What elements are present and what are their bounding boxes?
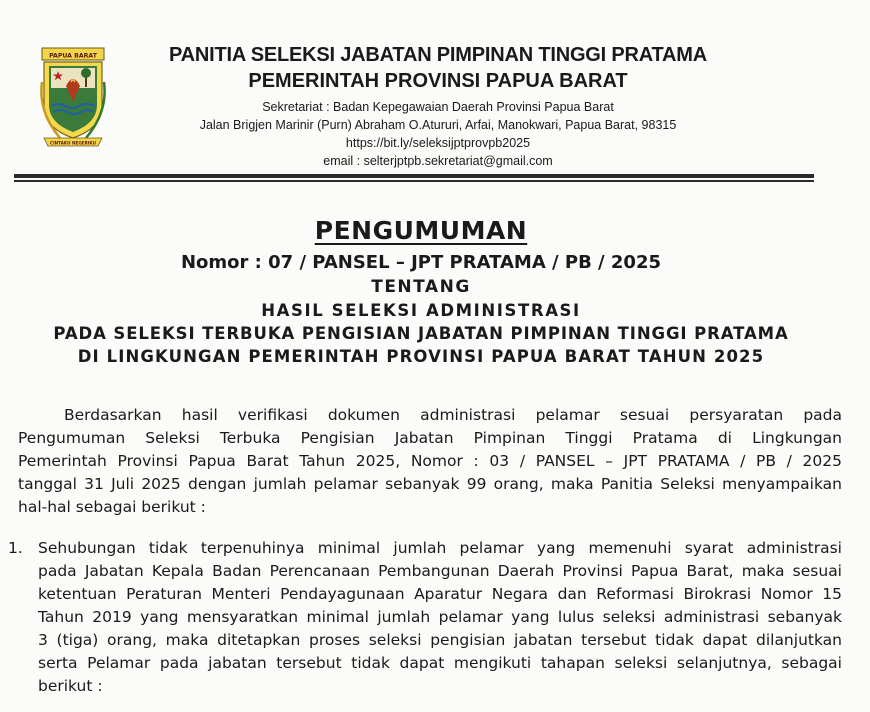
intro-line: Berdasarkan hasil verifikasi dokumen administrasi pelamar sesuai persyaratan pada: [64, 406, 842, 424]
point-line: pada Jabatan Kepala Badan Perencanaan Pembangunan Daerah Provinsi Papua Barat, maka sesuai: [38, 562, 842, 580]
emblem-ribbon-label: CINTAKU NEGERIKU: [50, 140, 96, 146]
website-link[interactable]: https://bit.ly/seleksijptprovpb2025: [345, 136, 531, 150]
point-line: 3 (tiga) orang, maka ditetapkan proses seleksi pengisian jabatan tersebut tidak dapat dilanjutkan: [38, 631, 842, 649]
point-line: berikut :: [38, 677, 103, 695]
email-line[interactable]: email : selterjptpb.sekretariat@gmail.com: [323, 154, 553, 168]
letterhead-divider-thick: [14, 174, 814, 178]
point-line: serta Pelamar pada jabatan tersebut tidak dapat mengikuti tahapan seleksi selanjutnya, sebagai: [38, 654, 842, 672]
committee-title: PANITIA SELEKSI JABATAN PIMPINAN TINGGI PRATAMA: [168, 44, 707, 66]
intro-line: Pemerintah Provinsi Papua Barat Tahun 2025, Nomor : 03 / PANSEL – JPT PRATAMA / PB / 2025: [18, 452, 842, 470]
intro-line: tanggal 31 Juli 2025 dengan jumlah pelamar sebanyak 99 orang, maka Panitia Seleksi menyampaikan: [18, 475, 842, 493]
subject-line-1: HASIL SELEKSI ADMINISTRASI: [261, 301, 581, 320]
announcement-number: Nomor : 07 / PANSEL – JPT PRATAMA / PB / 2025: [180, 252, 661, 273]
emblem-top-label: PAPUA BARAT: [49, 52, 97, 60]
intro-line: hal-hal sebagai berikut :: [18, 498, 206, 516]
secretariat-line: Sekretariat : Badan Kepegawaian Daerah Provinsi Papua Barat: [262, 100, 614, 114]
intro-line: Pengumuman Seleksi Terbuka Pengisian Jabatan Pimpinan Tinggi Pratama di Lingkungan: [18, 429, 842, 447]
letterhead-divider-thin: [14, 180, 814, 182]
government-title: PEMERINTAH PROVINSI PAPUA BARAT: [248, 70, 628, 92]
list-number: 1.: [8, 539, 23, 557]
announcement-title: PENGUMUMAN: [314, 216, 528, 245]
address-line: Jalan Brigjen Marinir (Purn) Abraham O.Atururi, Arfai, Manokwari, Papua Barat, 98315: [199, 118, 677, 132]
point-line: Sehubungan tidak terpenuhinya minimal jumlah pelamar yang memenuhi syarat administrasi: [38, 539, 842, 557]
point-line: Tahun 2019 yang mensyaratkan minimal jumlah pelamar yang lulus seleksi administrasi sebanyak: [38, 608, 842, 626]
announcement-about: TENTANG: [371, 277, 471, 297]
point-line: ketentuan Peraturan Menteri Pendayagunaan Aparatur Negara dan Reformasi Birokrasi Nomor 15: [38, 585, 842, 603]
subject-line-3: DI LINGKUNGAN PEMERINTAH PROVINSI PAPUA BARAT TAHUN 2025: [77, 347, 765, 366]
papua-barat-emblem: [38, 42, 108, 150]
subject-line-2: PADA SELEKSI TERBUKA PENGISIAN JABATAN PIMPINAN TINGGI PRATAMA: [53, 324, 789, 343]
